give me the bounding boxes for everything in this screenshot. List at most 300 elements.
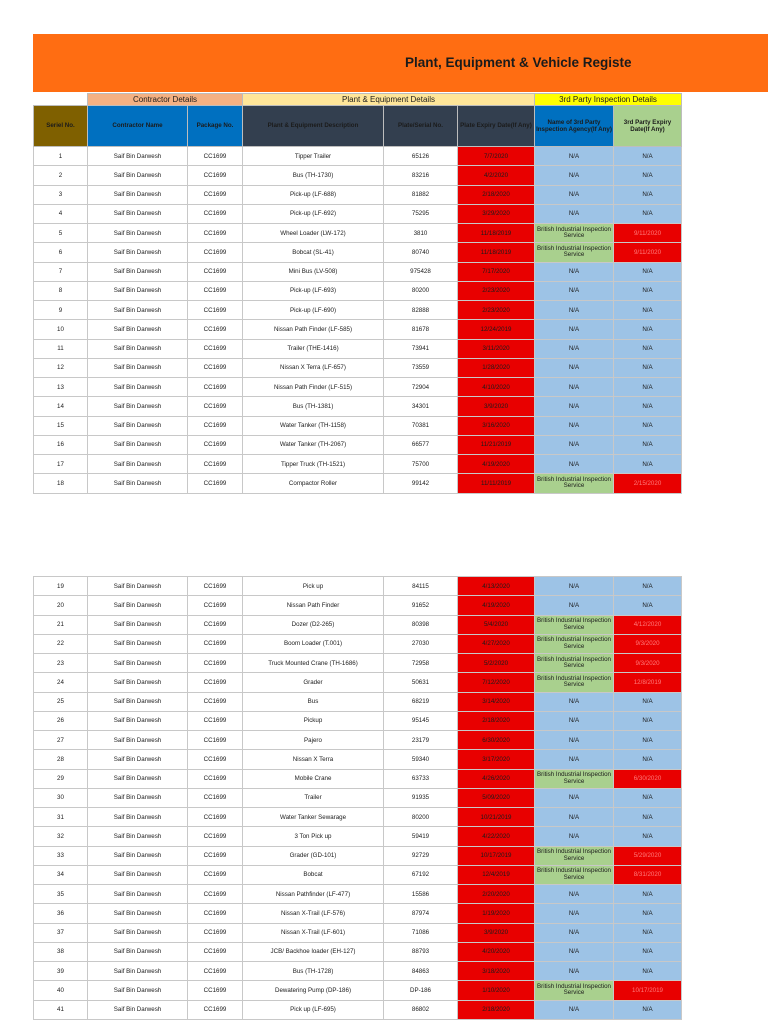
cell-plate-serial-no[interactable]: 84115 xyxy=(384,577,458,596)
cell-third-party-expiry[interactable]: N/A xyxy=(614,711,682,730)
cell-plate-serial-no[interactable]: 81882 xyxy=(384,185,458,204)
cell-plate-expiry[interactable]: 2/20/2020 xyxy=(458,885,535,904)
cell-description[interactable]: Nissan Path Finder xyxy=(243,596,384,615)
cell-description[interactable]: Trailer (THE-1416) xyxy=(243,339,384,358)
cell-third-party-expiry[interactable]: 9/3/2020 xyxy=(614,634,682,653)
cell-third-party-expiry[interactable]: N/A xyxy=(614,750,682,769)
cell-serial-no[interactable]: 38 xyxy=(34,942,88,961)
cell-contractor-name[interactable]: Saif Bin Darwesh xyxy=(88,962,188,981)
cell-contractor-name[interactable]: Saif Bin Darwesh xyxy=(88,865,188,884)
cell-description[interactable]: Compactor Roller xyxy=(243,474,384,493)
cell-description[interactable]: Pick-up (LF-690) xyxy=(243,301,384,320)
cell-plate-expiry[interactable]: 1/19/2020 xyxy=(458,904,535,923)
cell-package-no[interactable]: CC1699 xyxy=(188,339,243,358)
cell-description[interactable]: Wheel Loader (LW-172) xyxy=(243,224,384,243)
cell-serial-no[interactable]: 19 xyxy=(34,577,88,596)
cell-third-party-expiry[interactable]: N/A xyxy=(614,416,682,435)
cell-inspection-agency[interactable]: N/A xyxy=(535,435,614,454)
cell-third-party-expiry[interactable]: 6/30/2020 xyxy=(614,769,682,788)
cell-plate-expiry[interactable]: 2/18/2020 xyxy=(458,711,535,730)
cell-plate-serial-no[interactable]: 83216 xyxy=(384,166,458,185)
cell-serial-no[interactable]: 1 xyxy=(34,147,88,166)
cell-third-party-expiry[interactable]: N/A xyxy=(614,885,682,904)
cell-contractor-name[interactable]: Saif Bin Darwesh xyxy=(88,262,188,281)
cell-contractor-name[interactable]: Saif Bin Darwesh xyxy=(88,1000,188,1019)
cell-plate-expiry[interactable]: 2/23/2020 xyxy=(458,281,535,300)
cell-inspection-agency[interactable]: British Industrial Inspection Service xyxy=(535,474,614,493)
cell-serial-no[interactable]: 7 xyxy=(34,262,88,281)
cell-contractor-name[interactable]: Saif Bin Darwesh xyxy=(88,673,188,692)
cell-contractor-name[interactable]: Saif Bin Darwesh xyxy=(88,654,188,673)
cell-contractor-name[interactable]: Saif Bin Darwesh xyxy=(88,320,188,339)
cell-contractor-name[interactable]: Saif Bin Darwesh xyxy=(88,750,188,769)
cell-contractor-name[interactable]: Saif Bin Darwesh xyxy=(88,769,188,788)
cell-plate-serial-no[interactable]: 95145 xyxy=(384,711,458,730)
cell-contractor-name[interactable]: Saif Bin Darwesh xyxy=(88,147,188,166)
cell-contractor-name[interactable]: Saif Bin Darwesh xyxy=(88,731,188,750)
cell-plate-serial-no[interactable]: 15586 xyxy=(384,885,458,904)
cell-plate-expiry[interactable]: 2/23/2020 xyxy=(458,301,535,320)
cell-package-no[interactable]: CC1699 xyxy=(188,416,243,435)
cell-plate-expiry[interactable]: 4/13/2020 xyxy=(458,577,535,596)
cell-inspection-agency[interactable]: N/A xyxy=(535,455,614,474)
cell-package-no[interactable]: CC1699 xyxy=(188,827,243,846)
cell-contractor-name[interactable]: Saif Bin Darwesh xyxy=(88,615,188,634)
cell-contractor-name[interactable]: Saif Bin Darwesh xyxy=(88,281,188,300)
cell-contractor-name[interactable]: Saif Bin Darwesh xyxy=(88,416,188,435)
cell-plate-expiry[interactable]: 11/11/2019 xyxy=(458,474,535,493)
cell-serial-no[interactable]: 35 xyxy=(34,885,88,904)
cell-serial-no[interactable]: 24 xyxy=(34,673,88,692)
cell-package-no[interactable]: CC1699 xyxy=(188,262,243,281)
cell-package-no[interactable]: CC1699 xyxy=(188,654,243,673)
cell-inspection-agency[interactable]: N/A xyxy=(535,358,614,377)
cell-plate-serial-no[interactable]: 59419 xyxy=(384,827,458,846)
cell-serial-no[interactable]: 41 xyxy=(34,1000,88,1019)
cell-plate-expiry[interactable]: 4/19/2020 xyxy=(458,455,535,474)
cell-serial-no[interactable]: 20 xyxy=(34,596,88,615)
cell-package-no[interactable]: CC1699 xyxy=(188,962,243,981)
cell-plate-serial-no[interactable]: 50631 xyxy=(384,673,458,692)
cell-plate-serial-no[interactable]: 23179 xyxy=(384,731,458,750)
cell-plate-expiry[interactable]: 10/21/2019 xyxy=(458,808,535,827)
cell-description[interactable]: Water Tanker Sewarage xyxy=(243,808,384,827)
cell-serial-no[interactable]: 15 xyxy=(34,416,88,435)
cell-plate-serial-no[interactable]: 3810 xyxy=(384,224,458,243)
cell-serial-no[interactable]: 34 xyxy=(34,865,88,884)
cell-plate-serial-no[interactable]: 88793 xyxy=(384,942,458,961)
cell-plate-expiry[interactable]: 11/18/2019 xyxy=(458,243,535,262)
cell-inspection-agency[interactable]: British Industrial Inspection Service xyxy=(535,634,614,653)
cell-plate-expiry[interactable]: 5/2/2020 xyxy=(458,654,535,673)
cell-plate-expiry[interactable]: 6/30/2020 xyxy=(458,731,535,750)
cell-package-no[interactable]: CC1699 xyxy=(188,185,243,204)
cell-plate-serial-no[interactable]: 75700 xyxy=(384,455,458,474)
cell-description[interactable]: Pick up xyxy=(243,577,384,596)
cell-description[interactable]: Bus (TH-1730) xyxy=(243,166,384,185)
cell-third-party-expiry[interactable]: 9/3/2020 xyxy=(614,654,682,673)
cell-package-no[interactable]: CC1699 xyxy=(188,224,243,243)
cell-third-party-expiry[interactable]: N/A xyxy=(614,827,682,846)
cell-package-no[interactable]: CC1699 xyxy=(188,435,243,454)
cell-third-party-expiry[interactable]: N/A xyxy=(614,596,682,615)
cell-contractor-name[interactable]: Saif Bin Darwesh xyxy=(88,904,188,923)
cell-plate-expiry[interactable]: 3/18/2020 xyxy=(458,962,535,981)
cell-serial-no[interactable]: 32 xyxy=(34,827,88,846)
cell-contractor-name[interactable]: Saif Bin Darwesh xyxy=(88,358,188,377)
cell-package-no[interactable]: CC1699 xyxy=(188,166,243,185)
cell-description[interactable]: Nissan Pathfinder (LF-477) xyxy=(243,885,384,904)
cell-plate-serial-no[interactable]: 91935 xyxy=(384,788,458,807)
cell-plate-serial-no[interactable]: 66577 xyxy=(384,435,458,454)
cell-third-party-expiry[interactable]: N/A xyxy=(614,923,682,942)
cell-serial-no[interactable]: 25 xyxy=(34,692,88,711)
cell-serial-no[interactable]: 8 xyxy=(34,281,88,300)
cell-inspection-agency[interactable]: N/A xyxy=(535,416,614,435)
cell-plate-expiry[interactable]: 2/18/2020 xyxy=(458,1000,535,1019)
cell-inspection-agency[interactable]: N/A xyxy=(535,185,614,204)
cell-inspection-agency[interactable]: N/A xyxy=(535,731,614,750)
cell-contractor-name[interactable]: Saif Bin Darwesh xyxy=(88,711,188,730)
cell-serial-no[interactable]: 11 xyxy=(34,339,88,358)
cell-package-no[interactable]: CC1699 xyxy=(188,1000,243,1019)
cell-package-no[interactable]: CC1699 xyxy=(188,474,243,493)
cell-package-no[interactable]: CC1699 xyxy=(188,455,243,474)
cell-description[interactable]: Bus xyxy=(243,692,384,711)
cell-inspection-agency[interactable]: N/A xyxy=(535,827,614,846)
cell-description[interactable]: Trailer xyxy=(243,788,384,807)
cell-third-party-expiry[interactable]: N/A xyxy=(614,320,682,339)
cell-third-party-expiry[interactable]: N/A xyxy=(614,281,682,300)
cell-third-party-expiry[interactable]: N/A xyxy=(614,358,682,377)
cell-package-no[interactable]: CC1699 xyxy=(188,358,243,377)
cell-serial-no[interactable]: 37 xyxy=(34,923,88,942)
cell-inspection-agency[interactable]: N/A xyxy=(535,166,614,185)
cell-description[interactable]: Nissan X Terra (LF-657) xyxy=(243,358,384,377)
cell-description[interactable]: Dozer (D2-265) xyxy=(243,615,384,634)
cell-inspection-agency[interactable]: British Industrial Inspection Service xyxy=(535,224,614,243)
cell-third-party-expiry[interactable]: N/A xyxy=(614,397,682,416)
cell-serial-no[interactable]: 39 xyxy=(34,962,88,981)
cell-contractor-name[interactable]: Saif Bin Darwesh xyxy=(88,885,188,904)
cell-inspection-agency[interactable]: N/A xyxy=(535,397,614,416)
cell-package-no[interactable]: CC1699 xyxy=(188,788,243,807)
cell-serial-no[interactable]: 10 xyxy=(34,320,88,339)
cell-serial-no[interactable]: 27 xyxy=(34,731,88,750)
cell-third-party-expiry[interactable]: N/A xyxy=(614,577,682,596)
cell-plate-expiry[interactable]: 4/19/2020 xyxy=(458,596,535,615)
cell-inspection-agency[interactable]: N/A xyxy=(535,262,614,281)
cell-contractor-name[interactable]: Saif Bin Darwesh xyxy=(88,846,188,865)
cell-inspection-agency[interactable]: N/A xyxy=(535,923,614,942)
cell-description[interactable]: Pick-up (LF-692) xyxy=(243,204,384,223)
cell-serial-no[interactable]: 2 xyxy=(34,166,88,185)
cell-plate-expiry[interactable]: 3/11/2020 xyxy=(458,339,535,358)
cell-third-party-expiry[interactable]: N/A xyxy=(614,435,682,454)
cell-third-party-expiry[interactable]: 10/17/2019 xyxy=(614,981,682,1000)
cell-description[interactable]: JCB/ Backhoe loader (EH-127) xyxy=(243,942,384,961)
cell-plate-serial-no[interactable]: 80398 xyxy=(384,615,458,634)
cell-plate-expiry[interactable]: 1/10/2020 xyxy=(458,981,535,1000)
cell-description[interactable]: Pick-up (LF-693) xyxy=(243,281,384,300)
cell-description[interactable]: Nissan X-Trail (LF-576) xyxy=(243,904,384,923)
cell-package-no[interactable]: CC1699 xyxy=(188,615,243,634)
cell-package-no[interactable]: CC1699 xyxy=(188,981,243,1000)
cell-serial-no[interactable]: 17 xyxy=(34,455,88,474)
cell-inspection-agency[interactable]: N/A xyxy=(535,281,614,300)
cell-serial-no[interactable]: 22 xyxy=(34,634,88,653)
cell-package-no[interactable]: CC1699 xyxy=(188,378,243,397)
cell-description[interactable]: Truck Mounted Crane (TH-1686) xyxy=(243,654,384,673)
cell-plate-serial-no[interactable]: 63733 xyxy=(384,769,458,788)
cell-contractor-name[interactable]: Saif Bin Darwesh xyxy=(88,596,188,615)
cell-package-no[interactable]: CC1699 xyxy=(188,904,243,923)
cell-third-party-expiry[interactable]: 9/11/2020 xyxy=(614,243,682,262)
cell-serial-no[interactable]: 28 xyxy=(34,750,88,769)
cell-plate-expiry[interactable]: 4/22/2020 xyxy=(458,827,535,846)
cell-plate-expiry[interactable]: 4/26/2020 xyxy=(458,769,535,788)
cell-plate-serial-no[interactable]: 71086 xyxy=(384,923,458,942)
cell-plate-serial-no[interactable]: 73941 xyxy=(384,339,458,358)
cell-package-no[interactable]: CC1699 xyxy=(188,147,243,166)
cell-package-no[interactable]: CC1699 xyxy=(188,397,243,416)
cell-contractor-name[interactable]: Saif Bin Darwesh xyxy=(88,455,188,474)
cell-plate-expiry[interactable]: 12/4/2019 xyxy=(458,865,535,884)
cell-contractor-name[interactable]: Saif Bin Darwesh xyxy=(88,397,188,416)
cell-plate-serial-no[interactable]: 73559 xyxy=(384,358,458,377)
cell-description[interactable]: Pickup xyxy=(243,711,384,730)
cell-third-party-expiry[interactable]: 5/29/2020 xyxy=(614,846,682,865)
cell-plate-expiry[interactable]: 4/10/2020 xyxy=(458,378,535,397)
cell-serial-no[interactable]: 13 xyxy=(34,378,88,397)
cell-third-party-expiry[interactable]: N/A xyxy=(614,204,682,223)
cell-third-party-expiry[interactable]: N/A xyxy=(614,904,682,923)
cell-plate-serial-no[interactable]: 70381 xyxy=(384,416,458,435)
cell-serial-no[interactable]: 23 xyxy=(34,654,88,673)
cell-inspection-agency[interactable]: British Industrial Inspection Service xyxy=(535,615,614,634)
cell-third-party-expiry[interactable]: N/A xyxy=(614,1000,682,1019)
cell-plate-expiry[interactable]: 7/7/2020 xyxy=(458,147,535,166)
cell-description[interactable]: Boom Loader (T.001) xyxy=(243,634,384,653)
cell-contractor-name[interactable]: Saif Bin Darwesh xyxy=(88,692,188,711)
cell-plate-serial-no[interactable]: 59340 xyxy=(384,750,458,769)
cell-package-no[interactable]: CC1699 xyxy=(188,204,243,223)
cell-third-party-expiry[interactable]: N/A xyxy=(614,339,682,358)
cell-description[interactable]: Tipper Truck (TH-1521) xyxy=(243,455,384,474)
cell-plate-expiry[interactable]: 3/16/2020 xyxy=(458,416,535,435)
cell-package-no[interactable]: CC1699 xyxy=(188,577,243,596)
cell-inspection-agency[interactable]: N/A xyxy=(535,147,614,166)
cell-third-party-expiry[interactable]: N/A xyxy=(614,166,682,185)
cell-serial-no[interactable]: 40 xyxy=(34,981,88,1000)
cell-description[interactable]: Dewatering Pump (DP-186) xyxy=(243,981,384,1000)
cell-plate-expiry[interactable]: 3/9/2020 xyxy=(458,397,535,416)
cell-plate-expiry[interactable]: 5/4/2020 xyxy=(458,615,535,634)
cell-serial-no[interactable]: 16 xyxy=(34,435,88,454)
cell-package-no[interactable]: CC1699 xyxy=(188,634,243,653)
cell-description[interactable]: Nissan X-Trail (LF-601) xyxy=(243,923,384,942)
cell-third-party-expiry[interactable]: N/A xyxy=(614,788,682,807)
cell-serial-no[interactable]: 4 xyxy=(34,204,88,223)
cell-third-party-expiry[interactable]: N/A xyxy=(614,185,682,204)
cell-description[interactable]: Nissan Path Finder (LF-515) xyxy=(243,378,384,397)
cell-inspection-agency[interactable]: N/A xyxy=(535,339,614,358)
cell-description[interactable]: Bobcat xyxy=(243,865,384,884)
cell-contractor-name[interactable]: Saif Bin Darwesh xyxy=(88,378,188,397)
cell-description[interactable]: Pick up (LF-695) xyxy=(243,1000,384,1019)
cell-contractor-name[interactable]: Saif Bin Darwesh xyxy=(88,339,188,358)
cell-description[interactable]: Bobcat (SL-41) xyxy=(243,243,384,262)
cell-plate-expiry[interactable]: 3/14/2020 xyxy=(458,692,535,711)
cell-contractor-name[interactable]: Saif Bin Darwesh xyxy=(88,634,188,653)
cell-inspection-agency[interactable]: N/A xyxy=(535,692,614,711)
cell-plate-expiry[interactable]: 2/18/2020 xyxy=(458,185,535,204)
cell-description[interactable]: Pajero xyxy=(243,731,384,750)
cell-inspection-agency[interactable]: N/A xyxy=(535,962,614,981)
cell-third-party-expiry[interactable]: N/A xyxy=(614,301,682,320)
cell-plate-serial-no[interactable]: 81678 xyxy=(384,320,458,339)
cell-contractor-name[interactable]: Saif Bin Darwesh xyxy=(88,204,188,223)
cell-package-no[interactable]: CC1699 xyxy=(188,769,243,788)
cell-plate-expiry[interactable]: 7/12/2020 xyxy=(458,673,535,692)
cell-description[interactable]: Pick-up (LF-688) xyxy=(243,185,384,204)
cell-third-party-expiry[interactable]: 4/12/2020 xyxy=(614,615,682,634)
cell-package-no[interactable]: CC1699 xyxy=(188,942,243,961)
cell-plate-expiry[interactable]: 12/24/2019 xyxy=(458,320,535,339)
cell-plate-serial-no[interactable]: 975428 xyxy=(384,262,458,281)
cell-description[interactable]: Grader (GD-101) xyxy=(243,846,384,865)
cell-contractor-name[interactable]: Saif Bin Darwesh xyxy=(88,577,188,596)
cell-serial-no[interactable]: 33 xyxy=(34,846,88,865)
cell-plate-serial-no[interactable]: 34301 xyxy=(384,397,458,416)
cell-package-no[interactable]: CC1699 xyxy=(188,885,243,904)
cell-contractor-name[interactable]: Saif Bin Darwesh xyxy=(88,474,188,493)
cell-plate-serial-no[interactable]: 80200 xyxy=(384,281,458,300)
cell-description[interactable]: Mobile Crane xyxy=(243,769,384,788)
cell-plate-expiry[interactable]: 11/18/2019 xyxy=(458,224,535,243)
cell-contractor-name[interactable]: Saif Bin Darwesh xyxy=(88,435,188,454)
cell-inspection-agency[interactable]: N/A xyxy=(535,885,614,904)
cell-description[interactable]: Tipper Trailer xyxy=(243,147,384,166)
cell-contractor-name[interactable]: Saif Bin Darwesh xyxy=(88,224,188,243)
cell-package-no[interactable]: CC1699 xyxy=(188,243,243,262)
cell-package-no[interactable]: CC1699 xyxy=(188,731,243,750)
cell-package-no[interactable]: CC1699 xyxy=(188,673,243,692)
cell-package-no[interactable]: CC1699 xyxy=(188,692,243,711)
cell-third-party-expiry[interactable]: N/A xyxy=(614,692,682,711)
cell-serial-no[interactable]: 21 xyxy=(34,615,88,634)
cell-inspection-agency[interactable]: N/A xyxy=(535,808,614,827)
cell-inspection-agency[interactable]: British Industrial Inspection Service xyxy=(535,243,614,262)
cell-inspection-agency[interactable]: British Industrial Inspection Service xyxy=(535,865,614,884)
cell-plate-expiry[interactable]: 5/09/2020 xyxy=(458,788,535,807)
cell-serial-no[interactable]: 36 xyxy=(34,904,88,923)
cell-plate-expiry[interactable]: 7/17/2020 xyxy=(458,262,535,281)
cell-plate-expiry[interactable]: 4/27/2020 xyxy=(458,634,535,653)
cell-plate-expiry[interactable]: 4/20/2020 xyxy=(458,942,535,961)
cell-serial-no[interactable]: 5 xyxy=(34,224,88,243)
cell-package-no[interactable]: CC1699 xyxy=(188,846,243,865)
cell-plate-serial-no[interactable]: 75295 xyxy=(384,204,458,223)
cell-third-party-expiry[interactable]: 2/15/2020 xyxy=(614,474,682,493)
cell-inspection-agency[interactable]: British Industrial Inspection Service xyxy=(535,769,614,788)
cell-inspection-agency[interactable]: N/A xyxy=(535,301,614,320)
cell-serial-no[interactable]: 30 xyxy=(34,788,88,807)
cell-contractor-name[interactable]: Saif Bin Darwesh xyxy=(88,923,188,942)
cell-inspection-agency[interactable]: British Industrial Inspection Service xyxy=(535,846,614,865)
cell-plate-expiry[interactable]: 1/28/2020 xyxy=(458,358,535,377)
cell-third-party-expiry[interactable]: N/A xyxy=(614,731,682,750)
cell-serial-no[interactable]: 29 xyxy=(34,769,88,788)
cell-serial-no[interactable]: 6 xyxy=(34,243,88,262)
cell-plate-serial-no[interactable]: DP-186 xyxy=(384,981,458,1000)
cell-plate-serial-no[interactable]: 84863 xyxy=(384,962,458,981)
cell-plate-serial-no[interactable]: 80740 xyxy=(384,243,458,262)
cell-inspection-agency[interactable]: N/A xyxy=(535,596,614,615)
cell-description[interactable]: Water Tanker (TH-2067) xyxy=(243,435,384,454)
cell-third-party-expiry[interactable]: 12/8/2019 xyxy=(614,673,682,692)
cell-inspection-agency[interactable]: N/A xyxy=(535,711,614,730)
cell-inspection-agency[interactable]: N/A xyxy=(535,904,614,923)
cell-plate-serial-no[interactable]: 27030 xyxy=(384,634,458,653)
cell-inspection-agency[interactable]: N/A xyxy=(535,942,614,961)
cell-plate-serial-no[interactable]: 82888 xyxy=(384,301,458,320)
cell-description[interactable]: Nissan Path Finder (LF-585) xyxy=(243,320,384,339)
cell-serial-no[interactable]: 26 xyxy=(34,711,88,730)
cell-serial-no[interactable]: 9 xyxy=(34,301,88,320)
cell-plate-serial-no[interactable]: 87974 xyxy=(384,904,458,923)
cell-serial-no[interactable]: 18 xyxy=(34,474,88,493)
cell-plate-expiry[interactable]: 3/9/2020 xyxy=(458,923,535,942)
cell-description[interactable]: Bus (TH-1728) xyxy=(243,962,384,981)
cell-serial-no[interactable]: 3 xyxy=(34,185,88,204)
cell-contractor-name[interactable]: Saif Bin Darwesh xyxy=(88,185,188,204)
cell-contractor-name[interactable]: Saif Bin Darwesh xyxy=(88,243,188,262)
cell-serial-no[interactable]: 14 xyxy=(34,397,88,416)
cell-serial-no[interactable]: 31 xyxy=(34,808,88,827)
cell-third-party-expiry[interactable]: 8/31/2020 xyxy=(614,865,682,884)
cell-third-party-expiry[interactable]: N/A xyxy=(614,455,682,474)
cell-inspection-agency[interactable]: British Industrial Inspection Service xyxy=(535,673,614,692)
cell-description[interactable]: Bus (TH-1381) xyxy=(243,397,384,416)
cell-plate-expiry[interactable]: 11/21/2019 xyxy=(458,435,535,454)
cell-plate-serial-no[interactable]: 68219 xyxy=(384,692,458,711)
cell-third-party-expiry[interactable]: N/A xyxy=(614,808,682,827)
cell-plate-serial-no[interactable]: 65126 xyxy=(384,147,458,166)
cell-contractor-name[interactable]: Saif Bin Darwesh xyxy=(88,166,188,185)
cell-contractor-name[interactable]: Saif Bin Darwesh xyxy=(88,981,188,1000)
cell-third-party-expiry[interactable]: N/A xyxy=(614,262,682,281)
cell-third-party-expiry[interactable]: N/A xyxy=(614,378,682,397)
cell-inspection-agency[interactable]: N/A xyxy=(535,1000,614,1019)
cell-plate-serial-no[interactable]: 72904 xyxy=(384,378,458,397)
cell-package-no[interactable]: CC1699 xyxy=(188,808,243,827)
cell-package-no[interactable]: CC1699 xyxy=(188,301,243,320)
cell-package-no[interactable]: CC1699 xyxy=(188,320,243,339)
cell-inspection-agency[interactable]: N/A xyxy=(535,378,614,397)
cell-plate-serial-no[interactable]: 92729 xyxy=(384,846,458,865)
cell-inspection-agency[interactable]: N/A xyxy=(535,750,614,769)
cell-inspection-agency[interactable]: N/A xyxy=(535,577,614,596)
cell-description[interactable]: Water Tanker (TH-1158) xyxy=(243,416,384,435)
cell-description[interactable]: Mini Bus (LV-508) xyxy=(243,262,384,281)
cell-contractor-name[interactable]: Saif Bin Darwesh xyxy=(88,808,188,827)
cell-inspection-agency[interactable]: British Industrial Inspection Service xyxy=(535,981,614,1000)
cell-plate-serial-no[interactable]: 91652 xyxy=(384,596,458,615)
cell-plate-expiry[interactable]: 10/17/2019 xyxy=(458,846,535,865)
cell-contractor-name[interactable]: Saif Bin Darwesh xyxy=(88,301,188,320)
cell-plate-expiry[interactable]: 3/17/2020 xyxy=(458,750,535,769)
